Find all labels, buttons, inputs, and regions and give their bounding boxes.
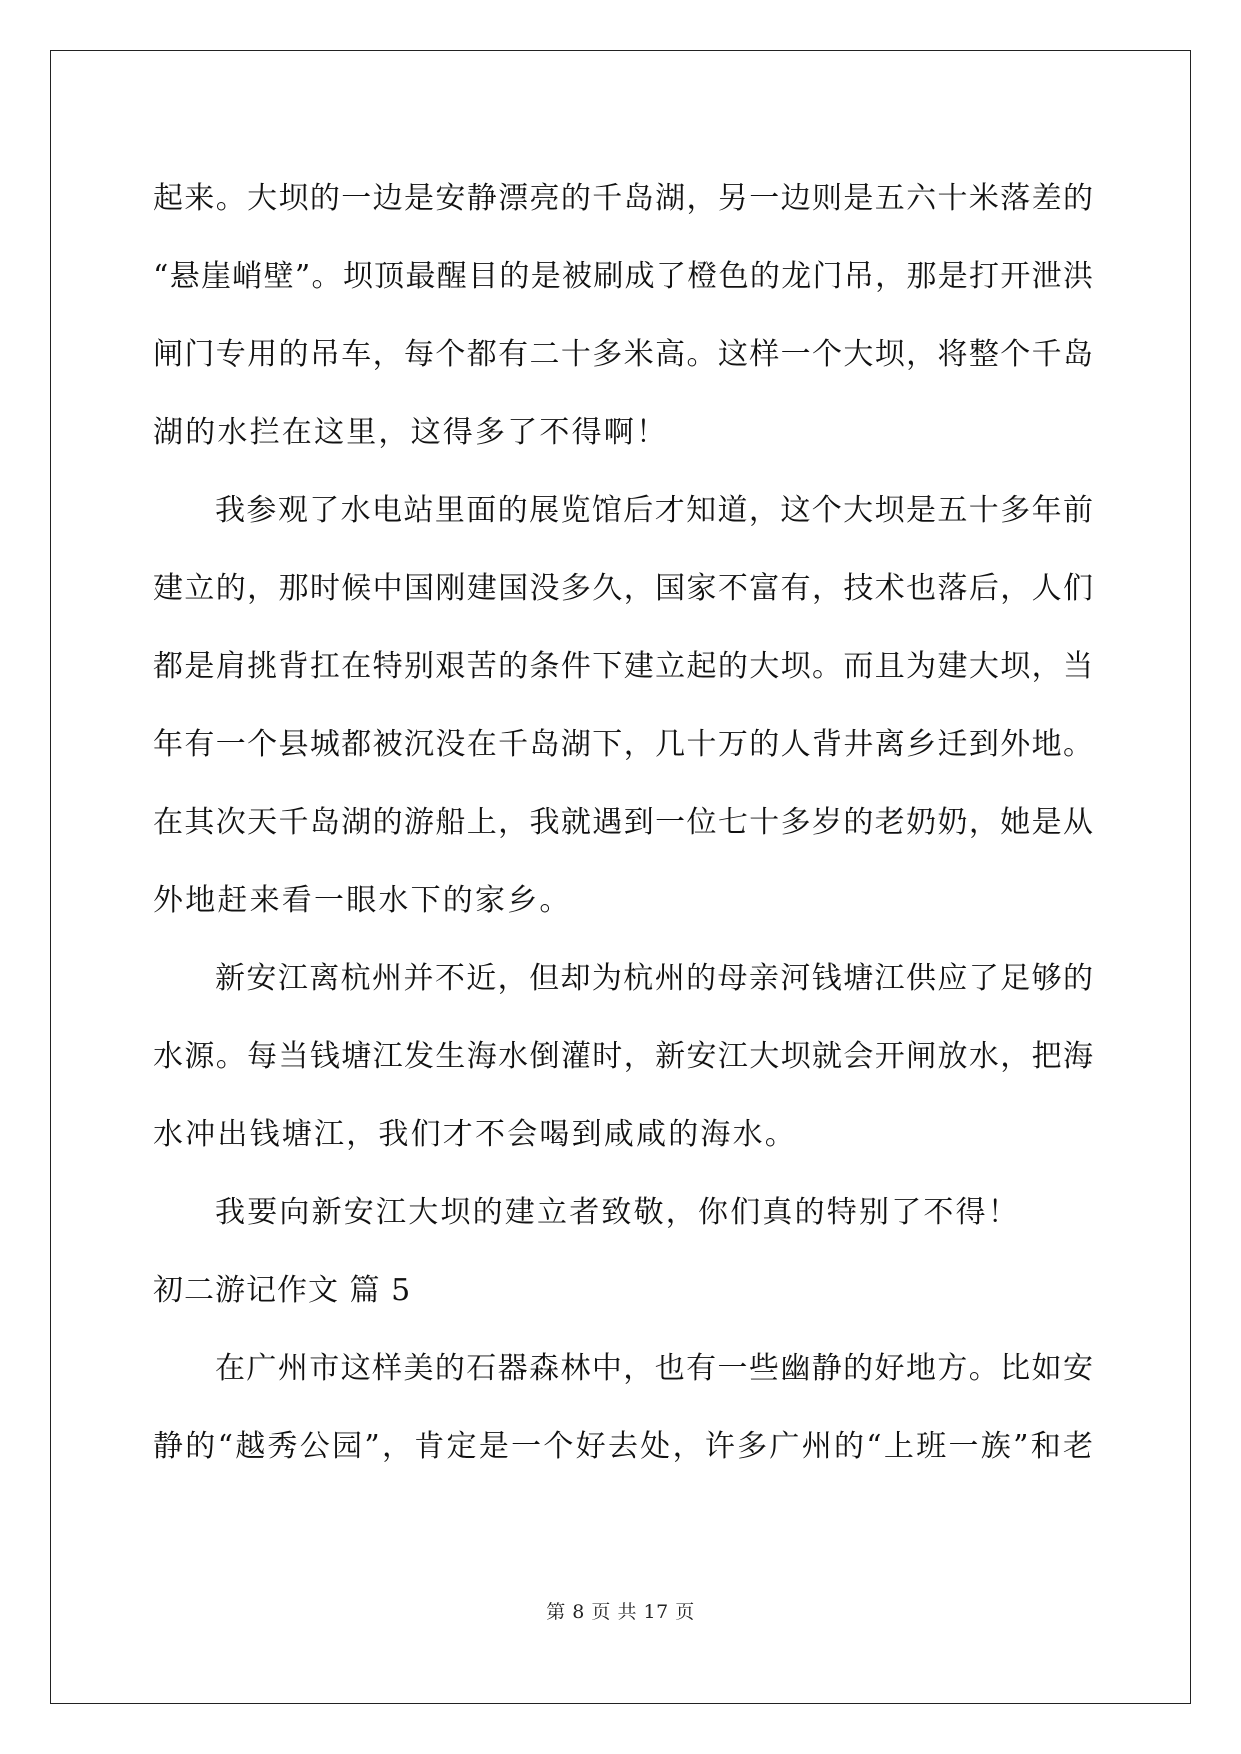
paragraph-start-line: 新安江离杭州并不近，但却为杭州的母亲河钱塘江供应了足够的 — [215, 961, 1093, 996]
text-line: 湖的水拦在这里，这得多了不得啊！ — [153, 415, 669, 450]
text-line: 静的“越秀公园”，肯定是一个好去处，许多广州的“上班一族”和老 — [153, 1429, 1093, 1464]
document-body — [153, 160, 1093, 1486]
text-line: 外地赶来看一眼水下的家乡。 — [153, 883, 572, 918]
text-line: 起来。大坝的一边是安静漂亮的千岛湖，另一边则是五六十米落差的 — [153, 181, 1093, 216]
page-number-footer: 第 8 页 共 17 页 — [546, 1601, 695, 1623]
text-line: 水源。每当钱塘江发生海水倒灌时，新安江大坝就会开闸放水，把海 — [153, 1039, 1093, 1074]
text-line: 建立的，那时候中国刚建国没多久，国家不富有，技术也落后，人们 — [153, 571, 1093, 606]
text-line: “悬崖峭壁”。坝顶最醒目的是被刷成了橙色的龙门吊，那是打开泄洪 — [153, 259, 1093, 294]
text-line: 在其次天千岛湖的游船上，我就遇到一位七十多岁的老奶奶，她是从 — [153, 805, 1093, 840]
paragraph-start-line: 我参观了水电站里面的展览馆后才知道，这个大坝是五十多年前 — [215, 493, 1093, 528]
text-line: 都是肩挑背扛在特别艰苦的条件下建立起的大坝。而且为建大坝，当 — [153, 649, 1093, 684]
paragraph-start-line: 在广州市这样美的石器森林中，也有一些幽静的好地方。比如安 — [215, 1351, 1093, 1386]
text-line: 闸门专用的吊车，每个都有二十多米高。这样一个大坝，将整个千岛 — [153, 337, 1093, 372]
text-line: 年有一个县城都被沉没在千岛湖下，几十万的人背井离乡迁到外地。 — [153, 727, 1093, 762]
text-line: 水冲出钱塘江，我们才不会喝到咸咸的海水。 — [153, 1117, 797, 1152]
paragraph-start-line: 我要向新安江大坝的建立者致敬，你们真的特别了不得！ — [215, 1195, 1020, 1230]
section-heading: 初二游记作文 篇 5 — [153, 1273, 412, 1308]
